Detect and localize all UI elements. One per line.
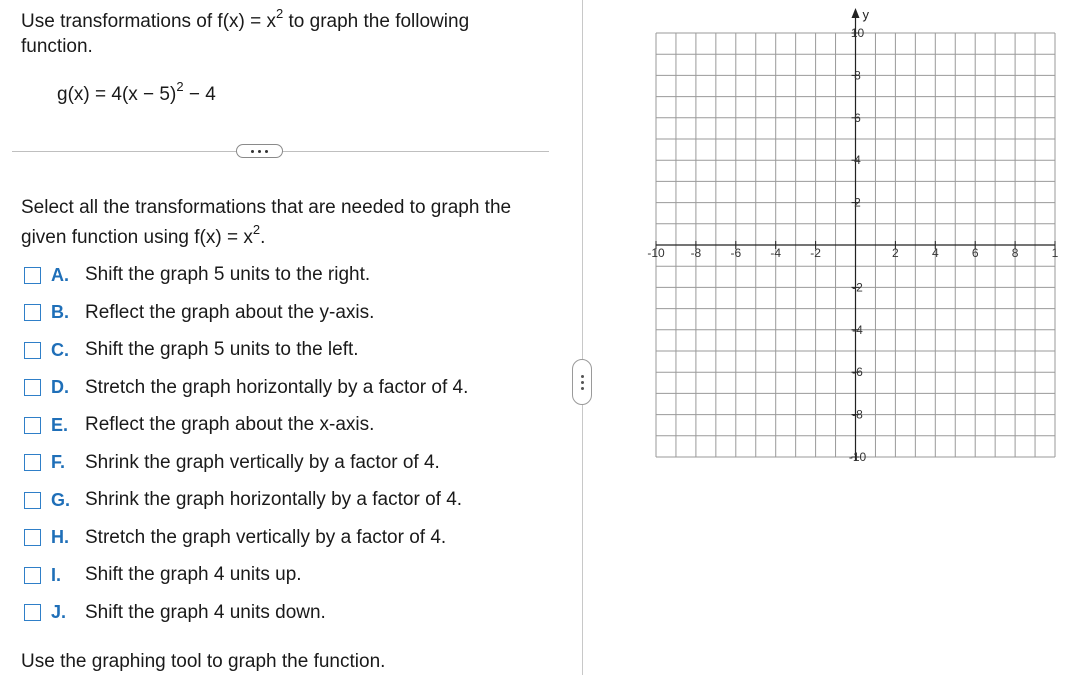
checkbox[interactable] xyxy=(24,454,41,471)
option-h[interactable] xyxy=(24,523,446,553)
x-tick-label: -2 xyxy=(810,246,821,260)
option-b[interactable] xyxy=(24,298,374,328)
option-a[interactable] xyxy=(24,260,370,290)
given-function xyxy=(57,79,216,107)
option-letter: G. xyxy=(51,489,71,510)
prompt-text-tail: to graph the following function. xyxy=(21,11,470,57)
y-tick-label: -8 xyxy=(852,407,863,422)
question-prompt xyxy=(21,6,541,59)
ellipsis-dot xyxy=(258,150,261,153)
checkbox[interactable] xyxy=(24,267,41,284)
x-tick-label: -4 xyxy=(770,246,782,260)
option-letter: E. xyxy=(51,414,69,435)
y-tick-label: -4 xyxy=(852,322,863,337)
option-letter: C. xyxy=(51,339,69,360)
graphing-tool[interactable] xyxy=(620,0,1077,470)
x-tick-label: 8 xyxy=(1011,246,1019,260)
option-letter: H. xyxy=(51,527,69,547)
option-text: Stretch the graph horizontally by a factor of 4. xyxy=(85,376,469,398)
select-prompt-exponent: 2 xyxy=(252,222,261,237)
option-letter: B. xyxy=(51,302,69,322)
option-letter: J. xyxy=(51,602,67,622)
select-prompt xyxy=(21,193,561,253)
x-tick-label: 4 xyxy=(931,246,939,260)
y-tick-label: 10 xyxy=(850,26,865,40)
option-letter: F. xyxy=(51,452,66,472)
function-text-tail: − 4 xyxy=(183,84,216,105)
show-more-button[interactable] xyxy=(236,144,283,158)
x-tick-label: -8 xyxy=(690,246,702,260)
y-tick-label: 8 xyxy=(854,68,861,83)
checkbox[interactable] xyxy=(24,342,41,359)
option-letter: A. xyxy=(51,264,69,285)
checkbox[interactable] xyxy=(24,417,41,434)
option-d[interactable] xyxy=(24,373,468,403)
select-prompt-tail: . xyxy=(260,227,266,248)
checkbox[interactable] xyxy=(24,529,41,546)
function-exponent: 2 xyxy=(176,79,184,94)
option-text: Shrink the graph vertically by a factor of 4. xyxy=(85,451,440,473)
prompt-exponent: 2 xyxy=(276,6,284,21)
y-tick-label: -2 xyxy=(852,280,863,295)
option-e[interactable] xyxy=(24,410,374,440)
checkbox[interactable] xyxy=(24,492,41,509)
option-f[interactable] xyxy=(24,448,440,478)
option-text: Reflect the graph about the x-axis. xyxy=(85,414,375,435)
checkbox[interactable] xyxy=(24,567,41,584)
function-text: g(x) = 4(x − 5) xyxy=(57,84,177,105)
x-tick-label: 6 xyxy=(971,246,979,260)
x-tick-label: 1 xyxy=(1051,246,1059,260)
option-c[interactable] xyxy=(24,335,359,365)
checkbox[interactable] xyxy=(24,604,41,621)
y-tick-label: 4 xyxy=(854,153,861,168)
ellipsis-dot xyxy=(265,150,268,153)
prompt-text: Use transformations of f(x) = x xyxy=(21,11,276,32)
option-j[interactable] xyxy=(24,598,326,628)
y-tick-label: -6 xyxy=(852,365,863,380)
checkbox[interactable] xyxy=(24,304,41,321)
y-tick-label: -10 xyxy=(848,450,867,464)
option-text: Shift the graph 5 units to the right. xyxy=(85,264,371,285)
option-letter: D. xyxy=(51,377,69,397)
graphing-instruction: Use the graphing tool to graph the function. xyxy=(21,651,386,672)
x-tick-label: -10 xyxy=(647,246,665,260)
select-prompt-text: Select all the transformations that are needed to graph the given function using f(x) = x xyxy=(21,197,512,248)
x-tick-label: -6 xyxy=(730,246,742,260)
y-axis-label: y xyxy=(862,7,869,22)
pane-divider xyxy=(582,0,583,675)
option-text: Shift the graph 4 units down. xyxy=(85,601,326,623)
vertical-ellipsis-icon xyxy=(581,375,584,390)
option-letter: I. xyxy=(51,564,62,585)
option-text: Shift the graph 5 units to the left. xyxy=(85,339,359,360)
x-tick-label: 2 xyxy=(892,246,899,260)
ellipsis-icon xyxy=(251,150,254,153)
option-i[interactable] xyxy=(24,560,302,590)
y-tick-label: 6 xyxy=(854,110,861,125)
checkbox[interactable] xyxy=(24,379,41,396)
option-text: Shrink the graph horizontally by a factor of 4. xyxy=(85,489,463,510)
option-text: Stretch the graph vertically by a factor of 4. xyxy=(85,526,447,548)
option-text: Reflect the graph about the y-axis. xyxy=(85,301,375,323)
arrow-up-icon xyxy=(852,8,860,18)
option-g[interactable] xyxy=(24,485,462,515)
pane-resize-handle[interactable] xyxy=(572,359,592,405)
option-text: Shift the graph 4 units up. xyxy=(85,564,302,585)
y-tick-label: 2 xyxy=(854,195,861,210)
